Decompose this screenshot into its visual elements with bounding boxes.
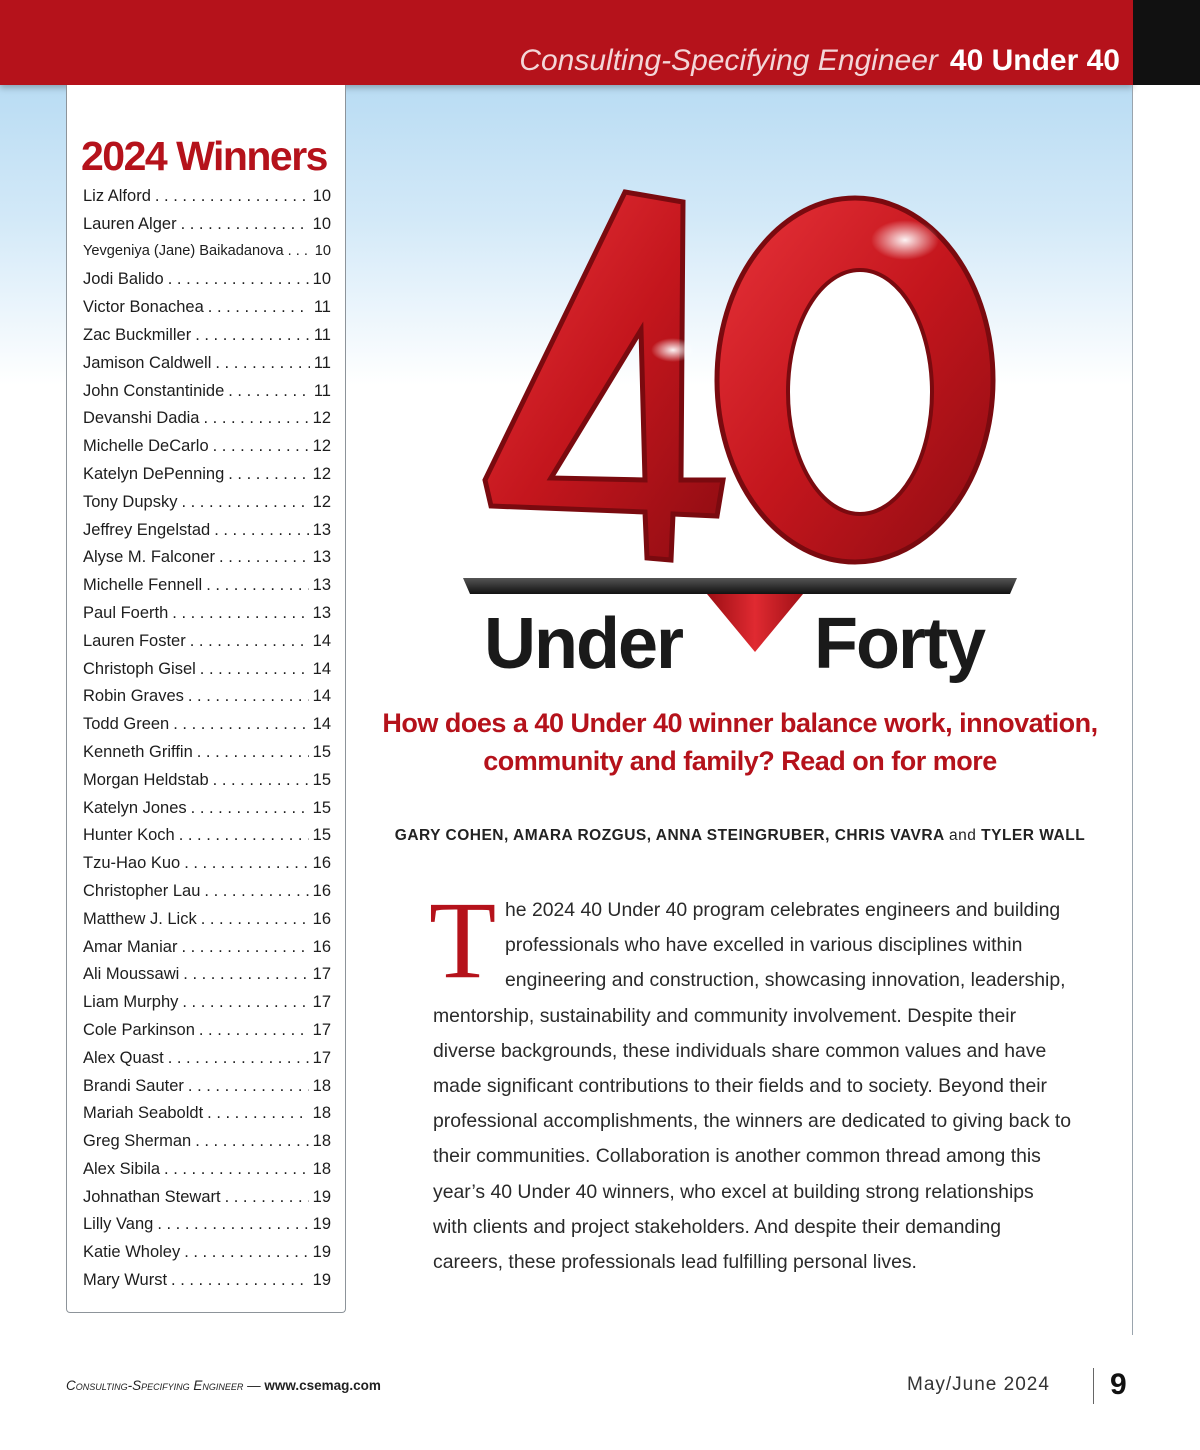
winner-name: Tzu-Hao Kuo (83, 854, 181, 873)
winner-page-number: 19 (312, 1215, 331, 1234)
leader-dots (288, 243, 311, 259)
winner-row (83, 1188, 331, 1216)
winner-row (83, 326, 331, 354)
winner-page-number: 15 (312, 798, 331, 817)
winner-row (83, 799, 331, 827)
winner-name: Alyse M. Falconer (83, 548, 216, 567)
winner-page-number: 12 (312, 409, 331, 428)
deck-line-2: community and family? Read on for more (483, 746, 997, 776)
winner-page-number: 13 (312, 576, 331, 595)
winner-name: Devanshi Dadia (83, 409, 200, 428)
leader-dots (164, 1160, 309, 1179)
winner-name: Cole Parkinson (83, 1020, 195, 1039)
logo-highlight-small (651, 338, 695, 362)
winner-name: John Constantinide (83, 381, 225, 400)
winner-row (83, 1271, 331, 1299)
winner-page-number: 12 (312, 464, 331, 483)
leader-dots (184, 854, 308, 873)
winner-page-number: 15 (312, 770, 331, 789)
winner-name: Tony Dupsky (83, 492, 178, 511)
winner-name: Johnathan Stewart (83, 1187, 221, 1206)
winner-name: Jodi Balido (83, 270, 164, 289)
byline-authors: GARY COHEN, AMARA ROZGUS, ANNA STEINGRUBER, CHRIS VAVRA (394, 827, 945, 844)
winner-page-number: 19 (312, 1187, 331, 1206)
winner-name: Liam Murphy (83, 993, 179, 1012)
leader-dots (183, 965, 308, 984)
leader-dots (181, 938, 308, 957)
winner-row (83, 1243, 331, 1271)
winner-page-number: 13 (312, 520, 331, 539)
winner-name: Lauren Alger (83, 214, 177, 233)
winner-row (83, 826, 331, 854)
winner-row (83, 882, 331, 910)
leader-dots (188, 687, 309, 706)
winner-row (83, 771, 331, 799)
winner-row (83, 354, 331, 382)
winner-row (83, 965, 331, 993)
winner-page-number: 18 (312, 1159, 331, 1178)
winner-page-number: 13 (312, 548, 331, 567)
winner-row (83, 938, 331, 966)
winner-page-number: 11 (313, 325, 331, 344)
leader-dots (207, 1104, 308, 1123)
winner-page-number: 14 (312, 659, 331, 678)
winner-name: Alex Quast (83, 1048, 164, 1067)
winner-page-number: 17 (312, 1020, 331, 1039)
winner-name: Amar Maniar (83, 937, 178, 956)
article-body-text: he 2024 40 Under 40 program celebrates engineers and building professionals who have excelled in various disciplines within engineering and construction, showcasing innovation, leadership, mentorship, sustainability and community involvement. Despite their diverse backgrounds, these individuals share common values and have made significant contributions to their fields and to society. Beyond their professional accomplishments, the winners are dedicated to giving back to their communities. Collaboration is another common thread among this year’s 40 Under 40 winners, who excel at building strong relationships with clients and project stakeholders. And despite their demanding careers, these professionals lead fulfilling personal lives. (433, 899, 1072, 1274)
winner-name: Katelyn DePenning (83, 464, 225, 483)
winner-page-number: 11 (313, 353, 331, 372)
leader-dots (203, 409, 308, 428)
winner-name: Kenneth Griffin (83, 742, 193, 761)
leader-dots (199, 1021, 309, 1040)
winner-name: Hunter Koch (83, 826, 175, 845)
leader-dots (195, 1132, 308, 1151)
leader-dots (171, 1271, 309, 1290)
winner-name: Liz Alford (83, 187, 151, 205)
leader-dots (215, 354, 309, 373)
winner-name: Jamison Caldwell (83, 353, 212, 372)
winner-page-number: 11 (313, 381, 331, 400)
winner-page-number: 16 (312, 909, 331, 928)
byline-last-author: TYLER WALL (981, 827, 1086, 844)
winner-row (83, 660, 331, 688)
winner-name: Katie Wholey (83, 1243, 181, 1262)
winner-name: Jeffrey Engelstad (83, 520, 211, 539)
forty-under-forty-logo (455, 180, 1025, 690)
winner-name: Matthew J. Lick (83, 909, 197, 928)
winners-sidebar (66, 85, 346, 1313)
winners-list (83, 187, 331, 1299)
winners-title: 2024 Winners (81, 133, 327, 179)
leader-dots (213, 437, 309, 456)
winner-name: Brandi Sauter (83, 1076, 184, 1095)
winner-row (83, 1215, 331, 1243)
footer-issue-date: May/June 2024 (907, 1374, 1050, 1395)
leader-dots (179, 826, 309, 845)
byline-and: and (948, 827, 977, 844)
winner-name: Michelle DeCarlo (83, 437, 209, 456)
winner-name: Greg Sherman (83, 1132, 192, 1151)
leader-dots (181, 215, 309, 234)
winner-page-number: 14 (312, 687, 331, 706)
winner-page-number: 10 (312, 214, 331, 233)
leader-dots (181, 493, 308, 512)
leader-dots (168, 1049, 309, 1068)
winner-page-number: 16 (312, 881, 331, 900)
leader-dots (190, 632, 309, 651)
winner-page-number: 16 (312, 937, 331, 956)
winner-page-number: 12 (312, 437, 331, 456)
leader-dots (200, 660, 309, 679)
winner-page-number: 16 (312, 854, 331, 873)
leader-dots (172, 604, 308, 623)
winner-row (83, 715, 331, 743)
winner-row (83, 465, 331, 493)
winner-row (83, 243, 331, 271)
winner-name: Christoph Gisel (83, 659, 196, 678)
winner-page-number: 10 (312, 187, 331, 205)
leader-dots (157, 1215, 308, 1234)
leader-dots (191, 799, 309, 818)
winner-page-number: 19 (312, 1243, 331, 1262)
leader-dots (173, 715, 308, 734)
winner-name: Mary Wurst (83, 1271, 168, 1290)
winner-page-number: 14 (312, 631, 331, 650)
leader-dots (214, 521, 308, 540)
winner-page-number: 17 (312, 993, 331, 1012)
winner-row (83, 1021, 331, 1049)
running-header (519, 44, 1120, 84)
winner-page-number: 12 (312, 492, 331, 511)
leader-dots (228, 382, 310, 401)
drop-cap: T (429, 879, 497, 1001)
winner-name: Todd Green (83, 715, 170, 734)
winner-name: Christopher Lau (83, 881, 201, 900)
page-number: 9 (1110, 1368, 1127, 1401)
header-black-tab (1133, 0, 1200, 85)
winner-row (83, 604, 331, 632)
winner-row (83, 298, 331, 326)
winner-row (83, 632, 331, 660)
winner-page-number: 10 (314, 242, 331, 259)
winner-name: Paul Foerth (83, 603, 169, 622)
leader-dots (219, 548, 309, 567)
logo-word-under: Under (483, 604, 683, 684)
winner-page-number: 18 (312, 1104, 331, 1123)
leader-dots (208, 298, 310, 317)
digit-zero (717, 198, 993, 562)
winner-name: Morgan Heldstab (83, 770, 209, 789)
winner-name: Robin Graves (83, 687, 184, 706)
article-body (429, 879, 1073, 1280)
author-byline (360, 827, 1120, 845)
winner-row (83, 993, 331, 1021)
leader-dots (195, 326, 310, 345)
logo-shelf (463, 578, 1017, 594)
footer-divider (1093, 1368, 1094, 1404)
winner-row (83, 1077, 331, 1105)
winner-row (83, 437, 331, 465)
winner-page-number: 10 (312, 270, 331, 289)
winner-row (83, 215, 331, 243)
logo-highlight (871, 220, 939, 260)
winner-row (83, 493, 331, 521)
footer-publication (66, 1378, 381, 1393)
winner-page-number: 17 (312, 965, 331, 984)
winner-row (83, 409, 331, 437)
header-feature-name: 40 Under 40 (949, 44, 1120, 77)
winner-row (83, 576, 331, 604)
winner-row (83, 1132, 331, 1160)
winner-name: Zac Buckmiller (83, 325, 192, 344)
winner-row (83, 1049, 331, 1077)
winner-page-number: 19 (312, 1271, 331, 1290)
winner-row (83, 743, 331, 771)
winner-page-number: 15 (312, 742, 331, 761)
header-magazine-name: Consulting-Specifying Engineer (519, 44, 938, 77)
leader-dots (184, 1243, 308, 1262)
winner-page-number: 14 (312, 715, 331, 734)
winner-row (83, 187, 331, 215)
leader-dots (204, 882, 308, 901)
winner-name: Ali Moussawi (83, 965, 180, 984)
footer-magazine-name: Consulting-Specifying Engineer (66, 1378, 244, 1393)
leader-dots (188, 1077, 309, 1096)
leader-dots (201, 910, 309, 929)
winner-name: Michelle Fennell (83, 576, 203, 595)
footer-url-link[interactable]: www.csemag.com (264, 1378, 381, 1393)
logo-pointer-triangle (707, 594, 803, 652)
leader-dots (206, 576, 308, 595)
winner-row (83, 1160, 331, 1188)
logo-word-forty: Forty (814, 604, 984, 684)
right-margin-rule (1132, 85, 1133, 1335)
winner-row (83, 854, 331, 882)
winner-name: Lilly Vang (83, 1215, 154, 1234)
winner-name: Victor Bonachea (83, 298, 204, 317)
deck-line-1: How does a 40 Under 40 winner balance work, innovation, (382, 708, 1098, 738)
winner-page-number: 18 (312, 1132, 331, 1151)
winner-row (83, 687, 331, 715)
leader-dots (197, 743, 309, 762)
winner-row (83, 521, 331, 549)
winner-row (83, 382, 331, 410)
winner-name: Katelyn Jones (83, 798, 187, 817)
leader-dots (182, 993, 308, 1012)
digit-four (485, 192, 723, 560)
winner-page-number: 15 (312, 826, 331, 845)
winner-name: Mariah Seaboldt (83, 1104, 204, 1123)
leader-dots (213, 771, 309, 790)
winner-name: Alex Sibila (83, 1159, 161, 1178)
winner-row (83, 548, 331, 576)
leader-dots (228, 465, 308, 484)
winner-page-number: 18 (312, 1076, 331, 1095)
leader-dots (225, 1188, 309, 1207)
leader-dots (168, 270, 309, 289)
winner-page-number: 11 (313, 298, 331, 317)
winner-name: Lauren Foster (83, 631, 186, 650)
winner-page-number: 13 (312, 603, 331, 622)
footer-separator: — (243, 1378, 265, 1393)
winner-page-number: 17 (312, 1048, 331, 1067)
winner-row (83, 910, 331, 938)
winner-name: Yevgeniya (Jane) Baikadanova (83, 242, 284, 259)
leader-dots (155, 187, 309, 206)
article-deck (360, 704, 1120, 780)
winner-row (83, 1104, 331, 1132)
winner-row (83, 270, 331, 298)
